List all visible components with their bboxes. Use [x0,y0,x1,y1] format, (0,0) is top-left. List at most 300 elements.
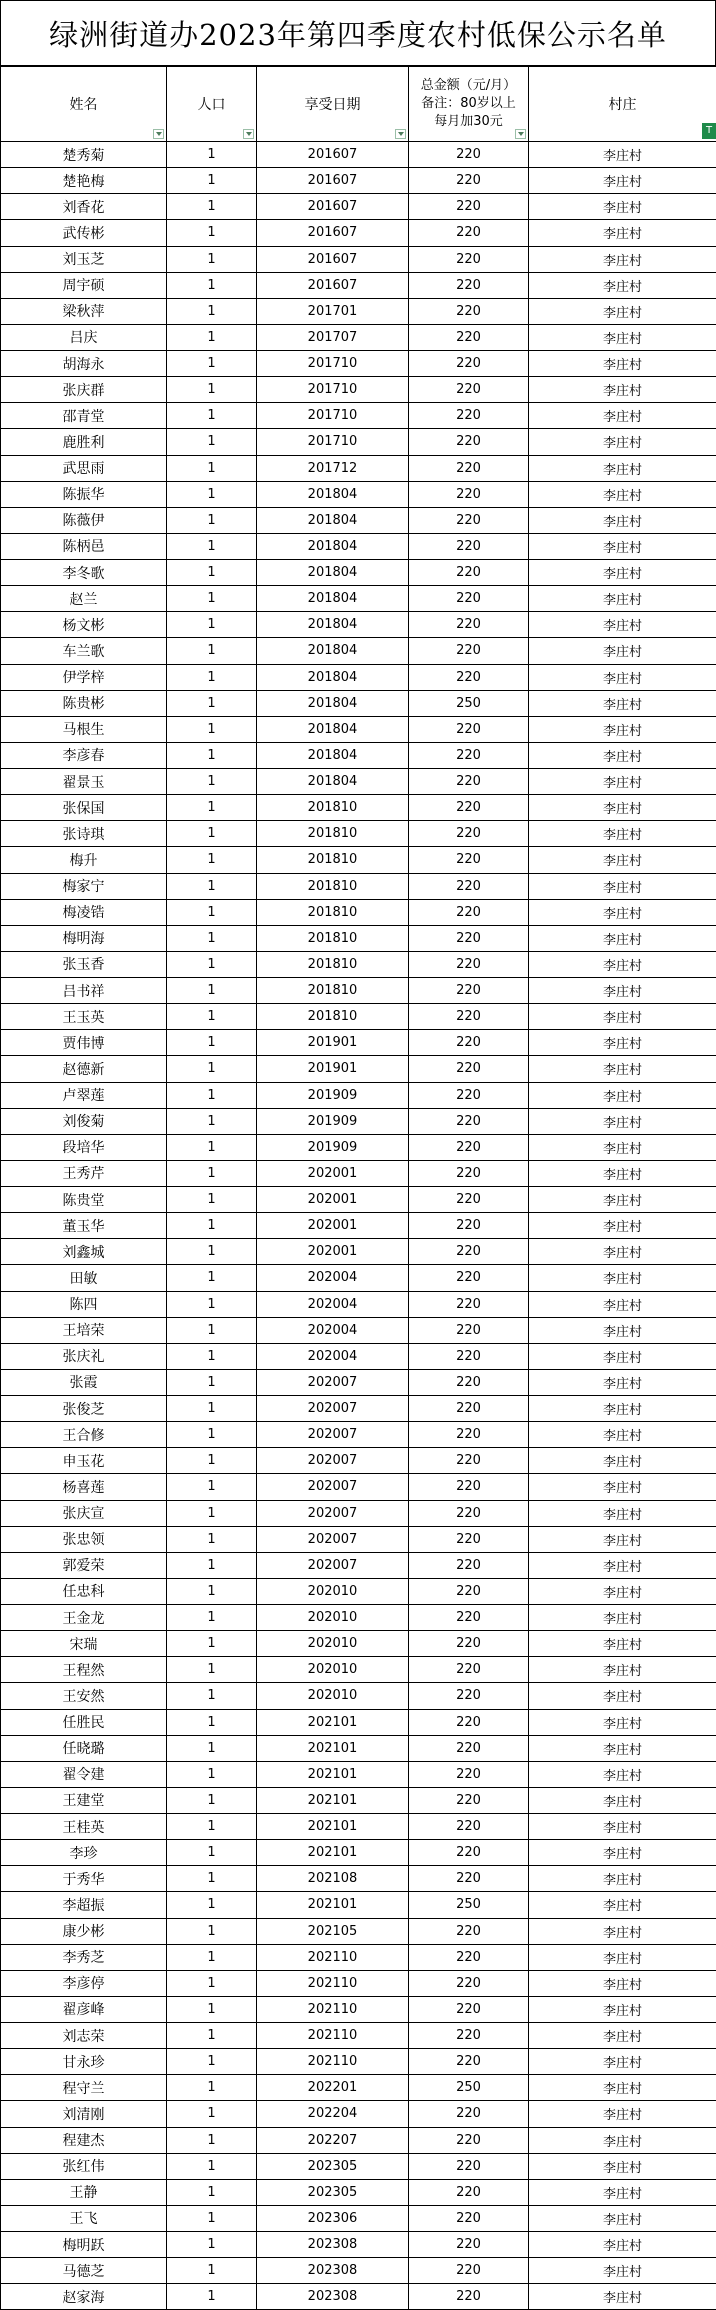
cell-amount[interactable]: 220 [409,194,529,220]
cell-name[interactable]: 程建杰 [1,2127,167,2153]
table-row[interactable] [1,1683,716,1709]
cell-date[interactable]: 201607 [257,220,409,246]
table-row[interactable] [1,2153,716,2179]
cell-village[interactable]: 李庄村 [529,795,716,821]
table-row[interactable] [1,769,716,795]
cell-date[interactable]: 201804 [257,481,409,507]
table-row[interactable] [1,1944,716,1970]
cell-date[interactable]: 201607 [257,142,409,168]
cell-date[interactable]: 201909 [257,1108,409,1134]
cell-date[interactable]: 202306 [257,2205,409,2231]
cell-name[interactable]: 张玉香 [1,951,167,977]
cell-name[interactable]: 于秀华 [1,1866,167,1892]
cell-name[interactable]: 康少彬 [1,1918,167,1944]
cell-village[interactable]: 李庄村 [529,1160,716,1186]
cell-name[interactable]: 吕书祥 [1,978,167,1004]
cell-name[interactable]: 翟令建 [1,1761,167,1787]
table-row[interactable] [1,298,716,324]
cell-name[interactable]: 陈四 [1,1291,167,1317]
cell-amount[interactable]: 220 [409,1709,529,1735]
cell-date[interactable]: 202007 [257,1474,409,1500]
cell-village[interactable]: 李庄村 [529,298,716,324]
cell-date[interactable]: 202101 [257,1709,409,1735]
cell-date[interactable]: 201712 [257,455,409,481]
cell-people[interactable]: 1 [167,2232,257,2258]
cell-people[interactable]: 1 [167,1265,257,1291]
table-row[interactable] [1,925,716,951]
table-row[interactable] [1,795,716,821]
filter-dropdown-icon[interactable] [395,129,406,139]
cell-people[interactable]: 1 [167,2153,257,2179]
cell-people[interactable]: 1 [167,429,257,455]
cell-date[interactable]: 201804 [257,664,409,690]
cell-people[interactable]: 1 [167,795,257,821]
cell-date[interactable]: 202001 [257,1160,409,1186]
cell-village[interactable]: 李庄村 [529,1605,716,1631]
cell-date[interactable]: 202007 [257,1552,409,1578]
cell-people[interactable]: 1 [167,1578,257,1604]
cell-date[interactable]: 202007 [257,1500,409,1526]
table-row[interactable] [1,821,716,847]
cell-village[interactable]: 李庄村 [529,925,716,951]
cell-amount[interactable]: 220 [409,2179,529,2205]
cell-amount[interactable]: 220 [409,1265,529,1291]
table-row[interactable] [1,1213,716,1239]
table-row[interactable] [1,2049,716,2075]
cell-date[interactable]: 201909 [257,1082,409,1108]
table-row[interactable] [1,1317,716,1343]
cell-date[interactable]: 202101 [257,1787,409,1813]
cell-village[interactable]: 李庄村 [529,978,716,1004]
cell-people[interactable]: 1 [167,951,257,977]
cell-date[interactable]: 202010 [257,1578,409,1604]
cell-village[interactable]: 李庄村 [529,272,716,298]
table-row[interactable] [1,1422,716,1448]
cell-village[interactable]: 李庄村 [529,220,716,246]
cell-name[interactable]: 刘鑫城 [1,1239,167,1265]
cell-village[interactable]: 李庄村 [529,1866,716,1892]
table-row[interactable] [1,1970,716,1996]
cell-amount[interactable]: 220 [409,1918,529,1944]
table-row[interactable] [1,1187,716,1213]
cell-village[interactable]: 李庄村 [529,1317,716,1343]
cell-name[interactable]: 周宇硕 [1,272,167,298]
cell-name[interactable]: 车兰歌 [1,638,167,664]
cell-village[interactable]: 李庄村 [529,246,716,272]
table-row[interactable] [1,1396,716,1422]
cell-people[interactable]: 1 [167,1291,257,1317]
cell-people[interactable]: 1 [167,586,257,612]
cell-people[interactable]: 1 [167,194,257,220]
cell-name[interactable]: 武传彬 [1,220,167,246]
table-row[interactable] [1,2284,716,2310]
filter-dropdown-icon[interactable] [515,129,526,139]
cell-village[interactable]: 李庄村 [529,1735,716,1761]
cell-people[interactable]: 1 [167,351,257,377]
cell-village[interactable]: 李庄村 [529,1657,716,1683]
cell-amount[interactable]: 220 [409,1814,529,1840]
table-row[interactable] [1,1840,716,1866]
cell-amount[interactable]: 220 [409,1004,529,1030]
table-row[interactable] [1,2075,716,2101]
table-row[interactable] [1,1657,716,1683]
table-row[interactable] [1,2179,716,2205]
cell-amount[interactable]: 220 [409,1160,529,1186]
cell-people[interactable]: 1 [167,1108,257,1134]
cell-name[interactable]: 张庆礼 [1,1343,167,1369]
cell-name[interactable]: 李秀芝 [1,1944,167,1970]
cell-amount[interactable]: 220 [409,455,529,481]
cell-people[interactable]: 1 [167,533,257,559]
cell-date[interactable]: 202201 [257,2075,409,2101]
cell-date[interactable]: 201701 [257,298,409,324]
cell-name[interactable]: 张庆群 [1,377,167,403]
cell-name[interactable]: 董玉华 [1,1213,167,1239]
cell-people[interactable]: 1 [167,220,257,246]
cell-people[interactable]: 1 [167,168,257,194]
cell-amount[interactable]: 220 [409,1082,529,1108]
cell-people[interactable]: 1 [167,1552,257,1578]
cell-people[interactable]: 1 [167,1396,257,1422]
cell-amount[interactable]: 220 [409,2205,529,2231]
cell-amount[interactable]: 220 [409,142,529,168]
cell-name[interactable]: 段培华 [1,1134,167,1160]
cell-name[interactable]: 杨文彬 [1,612,167,638]
header-date[interactable] [257,67,409,142]
cell-date[interactable]: 202007 [257,1422,409,1448]
cell-date[interactable]: 202101 [257,1814,409,1840]
cell-date[interactable]: 202110 [257,1970,409,1996]
cell-village[interactable]: 李庄村 [529,2153,716,2179]
cell-date[interactable]: 201810 [257,899,409,925]
header-amount[interactable] [409,67,529,142]
cell-amount[interactable]: 220 [409,2232,529,2258]
cell-name[interactable]: 陈薇伊 [1,507,167,533]
cell-amount[interactable]: 220 [409,1605,529,1631]
cell-people[interactable]: 1 [167,742,257,768]
cell-name[interactable]: 程守兰 [1,2075,167,2101]
cell-village[interactable]: 李庄村 [529,403,716,429]
table-row[interactable] [1,716,716,742]
cell-people[interactable]: 1 [167,560,257,586]
cell-people[interactable]: 1 [167,1970,257,1996]
cell-name[interactable]: 翟景玉 [1,769,167,795]
cell-date[interactable]: 201607 [257,194,409,220]
cell-amount[interactable]: 220 [409,1683,529,1709]
cell-people[interactable]: 1 [167,298,257,324]
cell-date[interactable]: 202305 [257,2153,409,2179]
cell-date[interactable]: 201804 [257,690,409,716]
cell-village[interactable]: 李庄村 [529,821,716,847]
table-row[interactable] [1,220,716,246]
cell-amount[interactable]: 220 [409,1657,529,1683]
cell-village[interactable]: 李庄村 [529,2049,716,2075]
cell-village[interactable]: 李庄村 [529,1500,716,1526]
cell-village[interactable]: 李庄村 [529,1265,716,1291]
cell-people[interactable]: 1 [167,2023,257,2049]
cell-village[interactable]: 李庄村 [529,2075,716,2101]
table-row[interactable] [1,1369,716,1395]
table-row[interactable] [1,586,716,612]
cell-date[interactable]: 201810 [257,951,409,977]
cell-people[interactable]: 1 [167,1213,257,1239]
cell-amount[interactable]: 220 [409,1056,529,1082]
cell-village[interactable]: 李庄村 [529,429,716,455]
table-row[interactable] [1,1787,716,1813]
cell-name[interactable]: 吕庆 [1,324,167,350]
cell-people[interactable]: 1 [167,1657,257,1683]
cell-people[interactable]: 1 [167,2179,257,2205]
cell-name[interactable]: 李冬歌 [1,560,167,586]
cell-amount[interactable]: 250 [409,690,529,716]
cell-people[interactable]: 1 [167,664,257,690]
cell-name[interactable]: 贾伟博 [1,1030,167,1056]
cell-village[interactable]: 李庄村 [529,481,716,507]
cell-village[interactable]: 李庄村 [529,612,716,638]
cell-amount[interactable]: 220 [409,1239,529,1265]
cell-name[interactable]: 陈柄邑 [1,533,167,559]
table-row[interactable] [1,2205,716,2231]
cell-people[interactable]: 1 [167,2127,257,2153]
cell-date[interactable]: 202204 [257,2101,409,2127]
cell-village[interactable]: 李庄村 [529,1552,716,1578]
cell-amount[interactable]: 220 [409,1944,529,1970]
cell-name[interactable]: 赵德新 [1,1056,167,1082]
cell-amount[interactable]: 220 [409,1448,529,1474]
cell-name[interactable]: 郭爱荣 [1,1552,167,1578]
table-row[interactable] [1,1735,716,1761]
table-row[interactable] [1,1605,716,1631]
cell-name[interactable]: 田敏 [1,1265,167,1291]
cell-village[interactable]: 李庄村 [529,142,716,168]
cell-name[interactable]: 梅明海 [1,925,167,951]
cell-name[interactable]: 王程然 [1,1657,167,1683]
table-row[interactable] [1,1709,716,1735]
cell-people[interactable]: 1 [167,1030,257,1056]
cell-village[interactable]: 李庄村 [529,168,716,194]
cell-date[interactable]: 202007 [257,1448,409,1474]
cell-name[interactable]: 王金龙 [1,1605,167,1631]
cell-date[interactable]: 201707 [257,324,409,350]
header-village[interactable] [529,67,716,142]
cell-people[interactable]: 1 [167,716,257,742]
cell-people[interactable]: 1 [167,1317,257,1343]
cell-amount[interactable]: 220 [409,951,529,977]
cell-amount[interactable]: 220 [409,1500,529,1526]
cell-amount[interactable]: 220 [409,1866,529,1892]
cell-village[interactable]: 李庄村 [529,2232,716,2258]
cell-name[interactable]: 胡海永 [1,351,167,377]
cell-amount[interactable]: 220 [409,481,529,507]
cell-amount[interactable]: 220 [409,2258,529,2284]
cell-people[interactable]: 1 [167,1526,257,1552]
cell-name[interactable]: 申玉花 [1,1448,167,1474]
cell-name[interactable]: 宋瑞 [1,1631,167,1657]
cell-date[interactable]: 202004 [257,1291,409,1317]
cell-name[interactable]: 王玉英 [1,1004,167,1030]
cell-people[interactable]: 1 [167,1605,257,1631]
cell-people[interactable]: 1 [167,403,257,429]
cell-village[interactable]: 李庄村 [529,2023,716,2049]
cell-people[interactable]: 1 [167,1996,257,2022]
cell-name[interactable]: 任胜民 [1,1709,167,1735]
cell-amount[interactable]: 220 [409,586,529,612]
cell-date[interactable]: 202010 [257,1657,409,1683]
table-row[interactable] [1,847,716,873]
cell-amount[interactable]: 220 [409,2049,529,2075]
cell-people[interactable]: 1 [167,272,257,298]
cell-village[interactable]: 李庄村 [529,1814,716,1840]
cell-people[interactable]: 1 [167,1422,257,1448]
cell-name[interactable]: 王静 [1,2179,167,2205]
table-row[interactable] [1,690,716,716]
cell-village[interactable]: 李庄村 [529,1996,716,2022]
cell-date[interactable]: 202101 [257,1840,409,1866]
cell-name[interactable]: 武思雨 [1,455,167,481]
cell-name[interactable]: 王培荣 [1,1317,167,1343]
cell-date[interactable]: 202110 [257,2023,409,2049]
cell-people[interactable]: 1 [167,142,257,168]
cell-date[interactable]: 202110 [257,1944,409,1970]
cell-village[interactable]: 李庄村 [529,690,716,716]
cell-amount[interactable]: 220 [409,1291,529,1317]
cell-date[interactable]: 201810 [257,795,409,821]
filter-dropdown-icon[interactable] [153,129,164,139]
cell-name[interactable]: 张忠领 [1,1526,167,1552]
cell-village[interactable]: 李庄村 [529,1840,716,1866]
cell-people[interactable]: 1 [167,1187,257,1213]
table-row[interactable] [1,1108,716,1134]
cell-name[interactable]: 鹿胜利 [1,429,167,455]
cell-amount[interactable]: 220 [409,1787,529,1813]
table-row[interactable] [1,2258,716,2284]
cell-amount[interactable]: 220 [409,1526,529,1552]
cell-people[interactable]: 1 [167,246,257,272]
table-row[interactable] [1,1631,716,1657]
cell-village[interactable]: 李庄村 [529,1918,716,1944]
cell-date[interactable]: 202105 [257,1918,409,1944]
cell-date[interactable]: 201810 [257,978,409,1004]
cell-amount[interactable]: 220 [409,1213,529,1239]
cell-amount[interactable]: 220 [409,769,529,795]
table-row[interactable] [1,951,716,977]
cell-people[interactable]: 1 [167,2284,257,2310]
cell-people[interactable]: 1 [167,1082,257,1108]
cell-village[interactable]: 李庄村 [529,455,716,481]
cell-people[interactable]: 1 [167,324,257,350]
cell-village[interactable]: 李庄村 [529,560,716,586]
table-row[interactable] [1,1239,716,1265]
cell-date[interactable]: 202101 [257,1892,409,1918]
cell-date[interactable]: 202308 [257,2284,409,2310]
cell-village[interactable]: 李庄村 [529,1369,716,1395]
cell-village[interactable]: 李庄村 [529,377,716,403]
cell-date[interactable]: 201607 [257,168,409,194]
cell-date[interactable]: 202308 [257,2258,409,2284]
table-row[interactable] [1,481,716,507]
cell-people[interactable]: 1 [167,1683,257,1709]
cell-name[interactable]: 张霞 [1,1369,167,1395]
cell-people[interactable]: 1 [167,899,257,925]
cell-people[interactable]: 1 [167,873,257,899]
cell-amount[interactable]: 220 [409,638,529,664]
cell-village[interactable]: 李庄村 [529,1187,716,1213]
table-row[interactable] [1,638,716,664]
cell-village[interactable]: 李庄村 [529,873,716,899]
table-row[interactable] [1,1056,716,1082]
table-row[interactable] [1,507,716,533]
cell-amount[interactable]: 220 [409,1578,529,1604]
table-row[interactable] [1,664,716,690]
table-row[interactable] [1,1866,716,1892]
table-row[interactable] [1,351,716,377]
cell-amount[interactable]: 220 [409,246,529,272]
cell-name[interactable]: 任忠科 [1,1578,167,1604]
cell-people[interactable]: 1 [167,1160,257,1186]
cell-amount[interactable]: 250 [409,1892,529,1918]
table-row[interactable] [1,1265,716,1291]
cell-village[interactable]: 李庄村 [529,1213,716,1239]
table-row[interactable] [1,2232,716,2258]
table-row[interactable] [1,1526,716,1552]
cell-name[interactable]: 王秀芹 [1,1160,167,1186]
cell-village[interactable]: 李庄村 [529,899,716,925]
cell-people[interactable]: 1 [167,1866,257,1892]
table-row[interactable] [1,1082,716,1108]
cell-date[interactable]: 201804 [257,507,409,533]
cell-name[interactable]: 李彦停 [1,1970,167,1996]
table-row[interactable] [1,1004,716,1030]
cell-amount[interactable]: 220 [409,507,529,533]
cell-date[interactable]: 202004 [257,1317,409,1343]
cell-amount[interactable]: 220 [409,1396,529,1422]
cell-name[interactable]: 刘清刚 [1,2101,167,2127]
cell-amount[interactable]: 220 [409,978,529,1004]
table-row[interactable] [1,403,716,429]
cell-people[interactable]: 1 [167,1709,257,1735]
table-row[interactable] [1,455,716,481]
cell-people[interactable]: 1 [167,1735,257,1761]
cell-people[interactable]: 1 [167,1918,257,1944]
cell-date[interactable]: 201909 [257,1134,409,1160]
cell-people[interactable]: 1 [167,1787,257,1813]
cell-village[interactable]: 李庄村 [529,2179,716,2205]
cell-name[interactable]: 梅家宁 [1,873,167,899]
cell-people[interactable]: 1 [167,1814,257,1840]
cell-people[interactable]: 1 [167,507,257,533]
cell-date[interactable]: 202010 [257,1631,409,1657]
cell-date[interactable]: 201710 [257,429,409,455]
cell-name[interactable]: 梅升 [1,847,167,873]
cell-amount[interactable]: 220 [409,795,529,821]
cell-name[interactable]: 张保国 [1,795,167,821]
table-row[interactable] [1,1578,716,1604]
cell-date[interactable]: 201804 [257,716,409,742]
cell-date[interactable]: 201804 [257,638,409,664]
table-row[interactable] [1,324,716,350]
cell-people[interactable]: 1 [167,2205,257,2231]
cell-village[interactable]: 李庄村 [529,1892,716,1918]
cell-amount[interactable]: 220 [409,2101,529,2127]
cell-amount[interactable]: 220 [409,1552,529,1578]
table-row[interactable] [1,1996,716,2022]
cell-amount[interactable]: 220 [409,1030,529,1056]
cell-date[interactable]: 201804 [257,560,409,586]
cell-name[interactable]: 甘永珍 [1,2049,167,2075]
table-row[interactable] [1,2127,716,2153]
cell-name[interactable]: 卢翠莲 [1,1082,167,1108]
cell-amount[interactable]: 220 [409,742,529,768]
